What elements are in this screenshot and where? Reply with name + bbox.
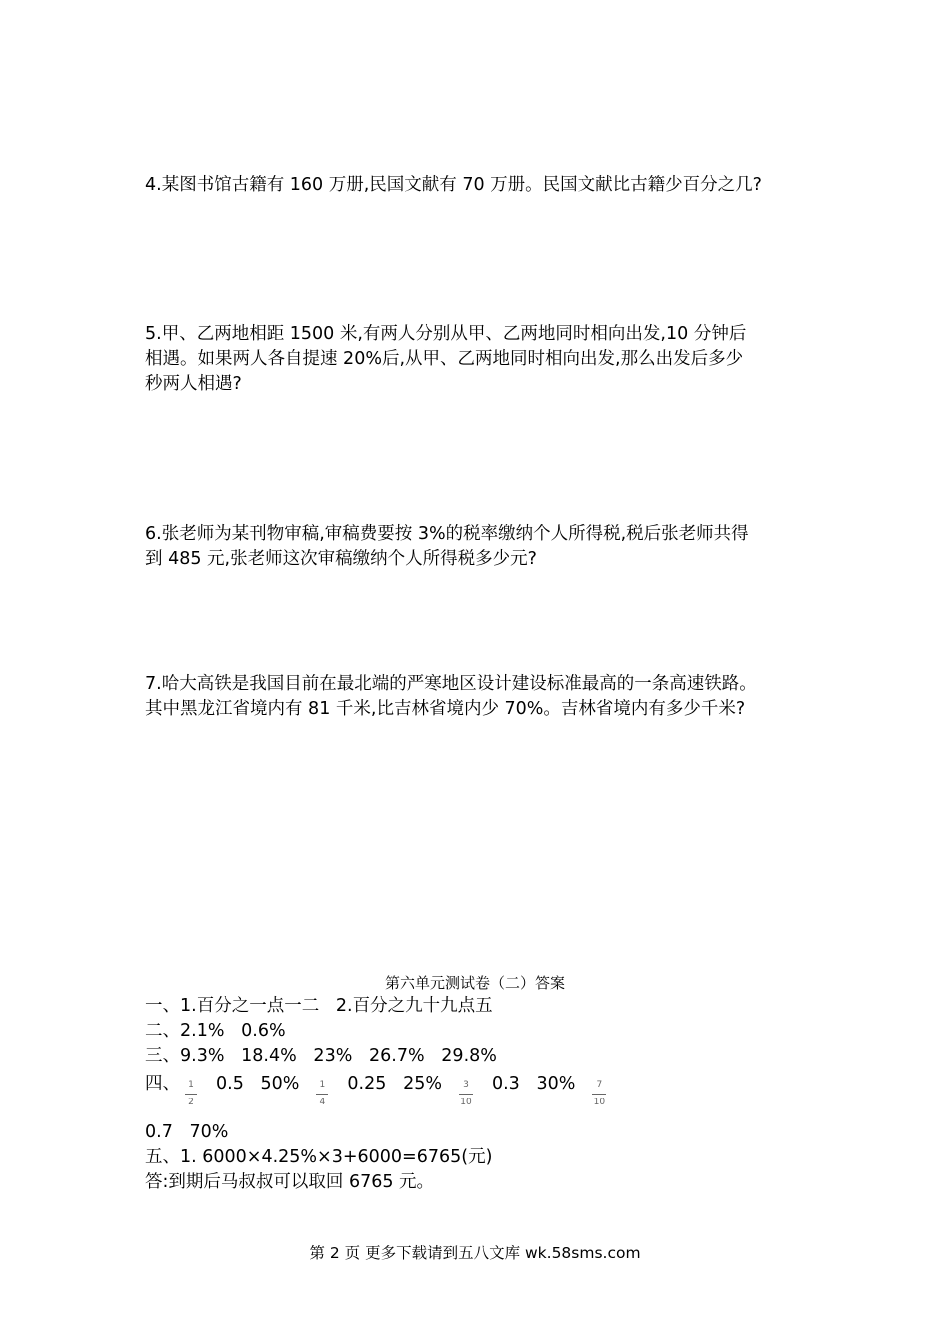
- question-6-line-1: 6.张老师为某刊物审稿,审稿费要按 3%的税率缴纳个人所得税,税后张老师共得: [145, 524, 749, 544]
- question-4-line-1: 4.某图书馆古籍有 160 万册,民国文献有 70 万册。民国文献比古籍少百分之几?: [145, 175, 762, 195]
- fraction-1: [184, 1072, 198, 1106]
- question-4: [145, 173, 815, 198]
- answer-line-4-values-3: 0.3 30%: [491, 1074, 576, 1094]
- fraction-2-denominator: 4: [319, 1098, 326, 1106]
- answer-line-4-prefix: 四、: [145, 1074, 180, 1094]
- question-7: [145, 672, 815, 722]
- answer-line-4-values-1: 0.5 50%: [216, 1074, 300, 1094]
- answer-line-3: 三、9.3% 18.4% 23% 26.7% 29.8%: [145, 1046, 497, 1066]
- answer-line-2: 二、2.1% 0.6%: [145, 1021, 286, 1041]
- question-7-line-1: 7.哈大高铁是我国目前在最北端的严寒地区设计建设标准最高的一条高速铁路。: [145, 674, 757, 694]
- fraction-3: [458, 1072, 474, 1106]
- answer-line-4-values-2: 0.25 25%: [347, 1074, 442, 1094]
- fraction-4: [591, 1072, 607, 1106]
- fraction-1-denominator: 2: [188, 1098, 194, 1106]
- fraction-1-numerator: 1: [188, 1080, 194, 1090]
- answer-line-6: 五、1. 6000×4.25%×3+6000=6765(元): [145, 1147, 493, 1167]
- question-6: [145, 522, 815, 572]
- page-footer: 第 2 页 更多下载请到五八文库 wk.58sms.com: [309, 1244, 641, 1262]
- question-5: [145, 322, 815, 397]
- fraction-3-numerator: 3: [463, 1080, 469, 1090]
- question-7-line-2: 其中黑龙江省境内有 81 千米,比吉林省境内少 70%。吉林省境内有多少千米?: [145, 699, 746, 719]
- fraction-2-bar: [316, 1094, 328, 1095]
- answer-line-5: 0.7 70%: [145, 1122, 229, 1142]
- fraction-2: [315, 1072, 329, 1106]
- answer-line-7: 答:到期后马叔叔可以取回 6765 元。: [145, 1172, 435, 1192]
- fraction-4-numerator: 7: [596, 1080, 603, 1090]
- question-6-line-2: 到 485 元,张老师这次审稿缴纳个人所得税多少元?: [145, 549, 537, 569]
- fraction-2-numerator: 1: [319, 1080, 326, 1090]
- answer-title: 第六单元测试卷（二）答案: [384, 974, 565, 992]
- question-5-line-1: 5.甲、乙两地相距 1500 米,有两人分别从甲、乙两地同时相向出发,10 分钟后: [145, 324, 747, 344]
- fraction-3-denominator: 10: [460, 1098, 472, 1106]
- fraction-4-bar: [592, 1094, 606, 1095]
- fraction-4-denominator: 10: [593, 1098, 606, 1106]
- answer-line-4: [145, 1072, 611, 1106]
- answer-line-1: 一、1.百分之一点一二 2.百分之九十九点五: [145, 996, 493, 1016]
- question-5-line-2: 相遇。如果两人各自提速 20%后,从甲、乙两地同时相向出发,那么出发后多少: [145, 349, 744, 369]
- fraction-1-bar: [185, 1094, 197, 1095]
- question-5-line-3: 秒两人相遇?: [145, 374, 242, 394]
- fraction-3-bar: [459, 1094, 473, 1095]
